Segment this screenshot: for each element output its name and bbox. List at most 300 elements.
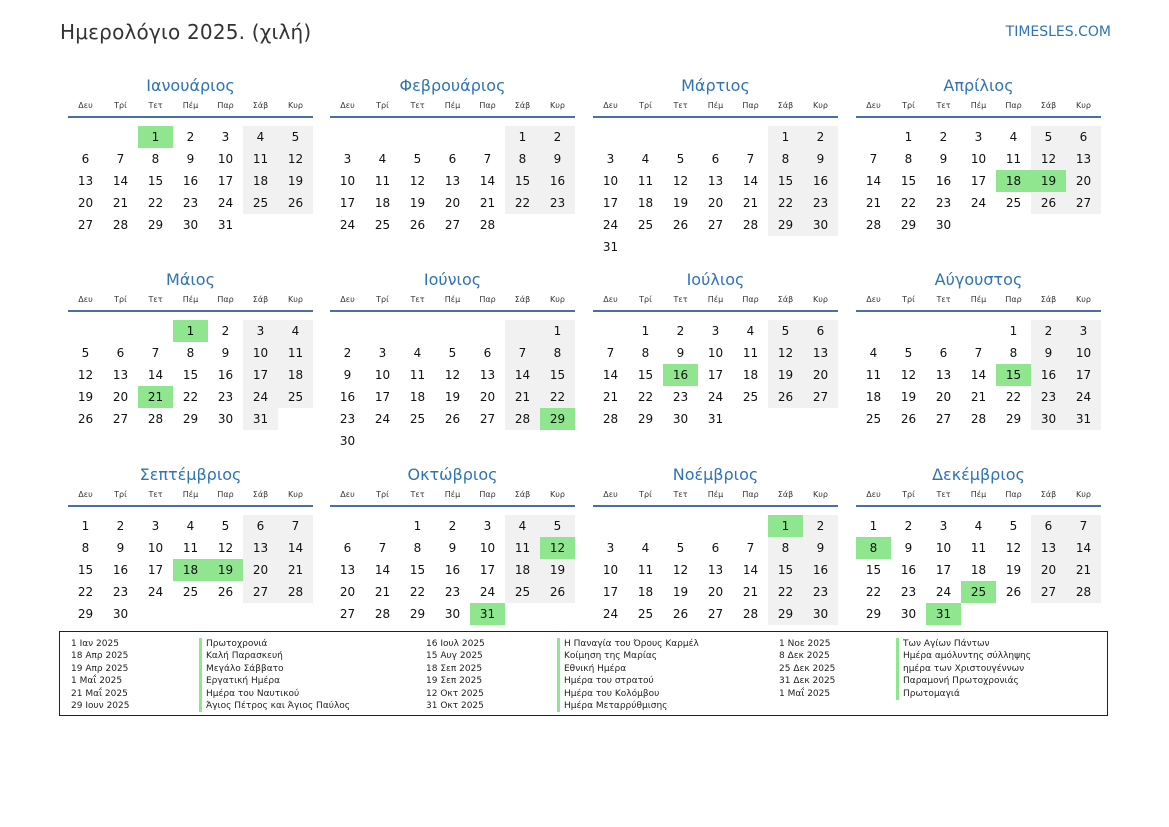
weekday-header xyxy=(856,489,1101,507)
week-row xyxy=(68,320,313,342)
empty-day-cell xyxy=(891,320,926,342)
day-cell: 9 xyxy=(676,346,685,360)
day-cell: 21 xyxy=(479,196,496,210)
empty-day-cell xyxy=(243,603,278,625)
day-cell: 30 xyxy=(803,214,838,236)
empty-day-cell xyxy=(365,320,400,342)
day-cell: 17 xyxy=(970,174,987,188)
day-cell: 25 xyxy=(374,218,391,232)
weekday-label: Σάβ xyxy=(777,101,794,110)
day-cell: 22 xyxy=(900,196,917,210)
day-cell: 23 xyxy=(112,585,129,599)
day-cell: 12 xyxy=(217,541,234,555)
weekday-label: Παρ xyxy=(217,295,234,304)
day-cell: 21 xyxy=(112,196,129,210)
day-cell: 27 xyxy=(339,607,356,621)
weekday-label: Κυρ xyxy=(813,295,828,304)
day-cell: 12 xyxy=(900,368,917,382)
weekday-label: Παρ xyxy=(742,101,759,110)
week-row xyxy=(593,214,838,236)
day-cell: 25 xyxy=(637,218,654,232)
weekday-label: Δευ xyxy=(78,295,93,304)
weekday-label: Πέμ xyxy=(444,295,461,304)
day-cell: 12 xyxy=(1031,148,1066,170)
empty-day-cell xyxy=(400,430,435,452)
day-cell: 21 xyxy=(742,196,759,210)
day-cell: 6 xyxy=(711,541,720,555)
day-cell: 2 xyxy=(448,519,457,533)
day-cell: 11 xyxy=(865,368,882,382)
day-cell: 29 xyxy=(637,412,654,426)
empty-day-cell xyxy=(733,236,768,258)
day-cell: 10 xyxy=(374,368,391,382)
site-link[interactable]: TIMESLES.COM xyxy=(1005,24,1111,40)
day-cell: 28 xyxy=(374,607,391,621)
day-cell: 7 xyxy=(505,342,540,364)
day-cell: 11 xyxy=(243,148,278,170)
day-cell: 10 xyxy=(935,541,952,555)
day-cell: 8 xyxy=(768,148,803,170)
day-cell: 24 xyxy=(217,196,234,210)
empty-day-cell xyxy=(470,126,505,148)
day-cell: 18 xyxy=(505,559,540,581)
empty-day-cell xyxy=(173,603,208,625)
month-name: Αύγουστος xyxy=(934,270,1023,289)
weekday-label: Τρί xyxy=(902,295,915,304)
weekday-label: Δευ xyxy=(78,101,93,110)
day-cell: 18 xyxy=(243,170,278,192)
day-cell: 6 xyxy=(483,346,492,360)
day-cell: 30 xyxy=(182,218,199,232)
legend-date-column xyxy=(71,638,129,712)
day-cell: 20 xyxy=(1031,559,1066,581)
day-cell: 11 xyxy=(182,541,199,555)
day-cell: 17 xyxy=(602,585,619,599)
month-block xyxy=(593,72,838,258)
week-row xyxy=(330,430,575,452)
week-row xyxy=(68,559,313,581)
empty-day-cell xyxy=(138,603,173,625)
day-cell: 10 xyxy=(479,541,496,555)
day-cell: 24 xyxy=(147,585,164,599)
weekday-label: Σάβ xyxy=(777,295,794,304)
day-cell: 23 xyxy=(900,585,917,599)
weekday-header xyxy=(68,294,313,312)
day-cell: 24 xyxy=(602,218,619,232)
week-row xyxy=(593,342,838,364)
day-cell: 4 xyxy=(869,346,878,360)
day-cell: 16 xyxy=(900,563,917,577)
day-cell: 13 xyxy=(1031,537,1066,559)
week-row xyxy=(593,126,838,148)
week-row xyxy=(68,386,313,408)
day-cell: 7 xyxy=(483,152,492,166)
legend-date: 19 Σεπ 2025 xyxy=(426,676,483,687)
day-cell: 8 xyxy=(505,148,540,170)
week-row xyxy=(68,364,313,386)
day-cell: 26 xyxy=(540,581,575,603)
month-block xyxy=(856,461,1101,625)
legend-holiday-name: Κοίμηση της Μαρίας xyxy=(557,650,699,662)
day-cell: 14 xyxy=(147,368,164,382)
empty-day-cell xyxy=(540,603,575,625)
week-row xyxy=(593,148,838,170)
day-cell: 5 xyxy=(904,346,913,360)
legend-date-column xyxy=(426,638,485,712)
day-cell: 6 xyxy=(711,152,720,166)
day-cell: 2 xyxy=(116,519,125,533)
week-row xyxy=(593,386,838,408)
weekday-label: Σάβ xyxy=(514,101,531,110)
day-cell: 13 xyxy=(707,563,724,577)
day-cell: 2 xyxy=(1031,320,1066,342)
weekday-label: Δευ xyxy=(603,295,618,304)
day-cell: 16 xyxy=(540,170,575,192)
day-cell: 20 xyxy=(112,390,129,404)
day-cell: 28 xyxy=(147,412,164,426)
day-cell: 4 xyxy=(378,152,387,166)
page-title: Ημερολόγιο 2025. (χιλή) xyxy=(60,20,312,44)
legend-date: 8 Δεκ 2025 xyxy=(779,651,830,662)
day-cell: 26 xyxy=(768,386,803,408)
day-cell: 14 xyxy=(505,364,540,386)
legend-holiday-name: Ημέρα Μεταρρύθμισης xyxy=(557,700,699,712)
day-cell: 17 xyxy=(217,174,234,188)
day-cell: 28 xyxy=(1066,581,1101,603)
week-row xyxy=(856,408,1101,430)
week-row xyxy=(593,537,838,559)
day-cell: 15 xyxy=(182,368,199,382)
day-cell: 20 xyxy=(707,196,724,210)
day-cell: 3 xyxy=(221,130,230,144)
legend-date: 29 Ιουν 2025 xyxy=(71,700,130,711)
empty-day-cell xyxy=(435,320,470,342)
day-cell: 26 xyxy=(217,585,234,599)
weekday-label: Τετ xyxy=(936,101,951,110)
legend-date: 16 Ιουλ 2025 xyxy=(426,639,485,649)
day-cell: 5 xyxy=(676,541,685,555)
legend-name-column xyxy=(199,638,350,712)
day-cell: 6 xyxy=(81,152,90,166)
week-row xyxy=(330,192,575,214)
day-cell: 24 xyxy=(374,412,391,426)
day-cell: 15 xyxy=(637,368,654,382)
weekday-label: Πέμ xyxy=(182,101,199,110)
day-cell: 4 xyxy=(243,126,278,148)
day-cell: 25 xyxy=(243,192,278,214)
day-cell: 4 xyxy=(746,324,755,338)
empty-day-cell xyxy=(540,214,575,236)
weekday-label: Τρί xyxy=(639,490,652,499)
weekday-header xyxy=(856,100,1101,118)
weekday-label: Τρί xyxy=(902,490,915,499)
day-cell: 22 xyxy=(147,196,164,210)
day-cell: 4 xyxy=(186,519,195,533)
empty-day-cell xyxy=(278,214,313,236)
day-cell: 31 xyxy=(602,240,619,254)
day-cell: 24 xyxy=(602,607,619,621)
day-cell: 29 xyxy=(865,607,882,621)
day-cell: 26 xyxy=(672,607,689,621)
day-cell: 30 xyxy=(444,607,461,621)
day-cell: 11 xyxy=(637,563,654,577)
empty-day-cell xyxy=(400,126,435,148)
weekday-label: Πέμ xyxy=(444,101,461,110)
day-cell: 22 xyxy=(77,585,94,599)
day-cell: 12 xyxy=(77,368,94,382)
weekday-label: Κυρ xyxy=(288,490,303,499)
week-row xyxy=(856,214,1101,236)
weekday-label: Δευ xyxy=(866,101,881,110)
week-row xyxy=(68,342,313,364)
day-cell: 4 xyxy=(505,515,540,537)
week-row xyxy=(593,364,838,386)
day-cell: 5 xyxy=(221,519,230,533)
day-cell: 17 xyxy=(374,390,391,404)
empty-day-cell xyxy=(698,515,733,537)
day-cell: 30 xyxy=(900,607,917,621)
holiday-day-cell: 1 xyxy=(138,126,173,148)
day-cell: 3 xyxy=(939,519,948,533)
day-cell: 26 xyxy=(444,412,461,426)
day-cell: 28 xyxy=(278,581,313,603)
day-cell: 12 xyxy=(1005,541,1022,555)
day-cell: 8 xyxy=(641,346,650,360)
day-cell: 21 xyxy=(1066,559,1101,581)
month-block xyxy=(330,461,575,625)
legend-date: 12 Οκτ 2025 xyxy=(426,688,484,699)
day-cell: 29 xyxy=(768,214,803,236)
day-cell: 1 xyxy=(641,324,650,338)
day-cell: 7 xyxy=(869,152,878,166)
day-cell: 20 xyxy=(1066,170,1101,192)
day-cell: 8 xyxy=(540,342,575,364)
week-row xyxy=(593,170,838,192)
empty-day-cell xyxy=(698,126,733,148)
legend-date: 1 Ιαν 2025 xyxy=(71,639,119,649)
day-cell: 17 xyxy=(479,563,496,577)
weekday-label: Κυρ xyxy=(813,490,828,499)
day-cell: 3 xyxy=(243,320,278,342)
weekday-label: Τετ xyxy=(410,101,425,110)
week-row xyxy=(330,126,575,148)
day-cell: 10 xyxy=(217,152,234,166)
day-cell: 22 xyxy=(182,390,199,404)
day-cell: 21 xyxy=(970,390,987,404)
day-cell: 23 xyxy=(803,581,838,603)
week-row xyxy=(856,320,1101,342)
day-cell: 25 xyxy=(865,412,882,426)
day-cell: 25 xyxy=(742,390,759,404)
day-cell: 14 xyxy=(112,174,129,188)
day-cell: 22 xyxy=(768,581,803,603)
empty-day-cell xyxy=(470,320,505,342)
weekday-label: Τρί xyxy=(376,490,389,499)
month-block xyxy=(856,266,1101,430)
week-row xyxy=(68,170,313,192)
holiday-legend xyxy=(59,631,1108,716)
weekday-header xyxy=(593,489,838,507)
day-cell: 18 xyxy=(742,368,759,382)
weekday-label: Παρ xyxy=(479,101,496,110)
weekday-label: Κυρ xyxy=(813,101,828,110)
day-cell: 5 xyxy=(676,152,685,166)
weekday-label: Παρ xyxy=(742,490,759,499)
day-cell: 6 xyxy=(243,515,278,537)
day-cell: 22 xyxy=(505,192,540,214)
week-row xyxy=(856,559,1101,581)
day-cell: 2 xyxy=(343,346,352,360)
day-cell: 17 xyxy=(602,196,619,210)
day-cell: 23 xyxy=(217,390,234,404)
legend-holiday-name: Ημέρα του Κολόμβου xyxy=(557,688,699,700)
day-cell: 24 xyxy=(1066,386,1101,408)
week-row xyxy=(68,126,313,148)
empty-day-cell xyxy=(505,214,540,236)
month-name: Ιανουάριος xyxy=(146,76,235,95)
day-cell: 11 xyxy=(970,541,987,555)
week-row xyxy=(330,559,575,581)
day-cell: 24 xyxy=(935,585,952,599)
weekday-label: Παρ xyxy=(479,490,496,499)
empty-day-cell xyxy=(103,126,138,148)
empty-day-cell xyxy=(733,515,768,537)
week-row xyxy=(330,342,575,364)
day-cell: 18 xyxy=(374,196,391,210)
day-cell: 26 xyxy=(900,412,917,426)
day-cell: 10 xyxy=(707,346,724,360)
empty-day-cell xyxy=(1066,603,1101,625)
empty-day-cell xyxy=(803,236,838,258)
day-cell: 3 xyxy=(378,346,387,360)
weekday-label: Κυρ xyxy=(1076,101,1091,110)
empty-day-cell xyxy=(593,320,628,342)
month-block xyxy=(593,266,838,430)
day-cell: 11 xyxy=(374,174,391,188)
legend-holiday-name: Ημέρα του Ναυτικού xyxy=(199,688,350,700)
empty-day-cell xyxy=(505,320,540,342)
empty-day-cell xyxy=(733,408,768,430)
holiday-day-cell: 16 xyxy=(663,364,698,386)
week-row xyxy=(330,515,575,537)
weekday-label: Τρί xyxy=(639,295,652,304)
day-cell: 5 xyxy=(448,346,457,360)
day-cell: 2 xyxy=(803,126,838,148)
weekday-label: Τετ xyxy=(148,101,163,110)
day-cell: 5 xyxy=(413,152,422,166)
legend-holiday-name: Πρωτοχρονιά xyxy=(199,638,350,650)
day-cell: 26 xyxy=(77,412,94,426)
day-cell: 30 xyxy=(1031,408,1066,430)
week-row xyxy=(68,192,313,214)
day-cell: 28 xyxy=(970,412,987,426)
month-name: Δεκέμβριος xyxy=(932,465,1025,484)
weekday-label: Τρί xyxy=(902,101,915,110)
weekday-label: Δευ xyxy=(340,295,355,304)
day-cell: 20 xyxy=(803,364,838,386)
week-row xyxy=(856,126,1101,148)
day-cell: 8 xyxy=(186,346,195,360)
day-cell: 10 xyxy=(602,174,619,188)
week-row xyxy=(593,559,838,581)
day-cell: 21 xyxy=(374,585,391,599)
day-cell: 6 xyxy=(1066,126,1101,148)
day-cell: 5 xyxy=(540,515,575,537)
empty-day-cell xyxy=(856,320,891,342)
empty-day-cell xyxy=(1066,214,1101,236)
day-cell: 6 xyxy=(343,541,352,555)
day-cell: 13 xyxy=(77,174,94,188)
day-cell: 28 xyxy=(742,607,759,621)
month-name: Μάρτιος xyxy=(681,76,750,95)
day-cell: 17 xyxy=(707,368,724,382)
month-name: Οκτώβριος xyxy=(407,465,498,484)
day-cell: 3 xyxy=(483,519,492,533)
day-cell: 8 xyxy=(1009,346,1018,360)
day-cell: 26 xyxy=(1005,585,1022,599)
day-cell: 2 xyxy=(676,324,685,338)
empty-day-cell xyxy=(803,408,838,430)
day-cell: 7 xyxy=(116,152,125,166)
week-row xyxy=(593,603,838,625)
day-cell: 23 xyxy=(672,390,689,404)
weekday-header xyxy=(330,100,575,118)
holiday-day-cell: 31 xyxy=(926,603,961,625)
day-cell: 20 xyxy=(339,585,356,599)
month-block xyxy=(330,72,575,236)
day-cell: 16 xyxy=(803,170,838,192)
day-cell: 3 xyxy=(151,519,160,533)
week-row xyxy=(856,192,1101,214)
day-cell: 23 xyxy=(182,196,199,210)
day-cell: 9 xyxy=(186,152,195,166)
day-cell: 11 xyxy=(637,174,654,188)
day-cell: 22 xyxy=(1005,390,1022,404)
empty-day-cell xyxy=(540,430,575,452)
empty-day-cell xyxy=(208,603,243,625)
holiday-day-cell: 12 xyxy=(540,537,575,559)
legend-holiday-name: Ημέρα του στρατού xyxy=(557,675,699,687)
legend-date: 18 Απρ 2025 xyxy=(71,651,129,662)
day-cell: 26 xyxy=(409,218,426,232)
day-cell: 6 xyxy=(939,346,948,360)
weekday-label: Κυρ xyxy=(550,101,565,110)
weekday-label: Τετ xyxy=(673,295,688,304)
day-cell: 17 xyxy=(339,196,356,210)
week-row xyxy=(856,537,1101,559)
holiday-day-cell: 1 xyxy=(173,320,208,342)
legend-holiday-name: Εθνική Ημέρα xyxy=(557,663,699,675)
empty-day-cell xyxy=(278,408,313,430)
day-cell: 20 xyxy=(243,559,278,581)
day-cell: 7 xyxy=(746,152,755,166)
weekday-label: Τετ xyxy=(410,295,425,304)
day-cell: 12 xyxy=(278,148,313,170)
legend-holiday-name: Πρωτομαγιά xyxy=(896,688,1031,700)
legend-holiday-name: Εργατική Ημέρα xyxy=(199,675,350,687)
week-row xyxy=(330,170,575,192)
day-cell: 7 xyxy=(746,541,755,555)
day-cell: 19 xyxy=(900,390,917,404)
week-row xyxy=(330,581,575,603)
holiday-day-cell: 25 xyxy=(961,581,996,603)
day-cell: 19 xyxy=(672,585,689,599)
day-cell: 19 xyxy=(672,196,689,210)
day-cell: 11 xyxy=(1005,152,1022,166)
day-cell: 5 xyxy=(81,346,90,360)
empty-day-cell xyxy=(961,603,996,625)
day-cell: 13 xyxy=(479,368,496,382)
